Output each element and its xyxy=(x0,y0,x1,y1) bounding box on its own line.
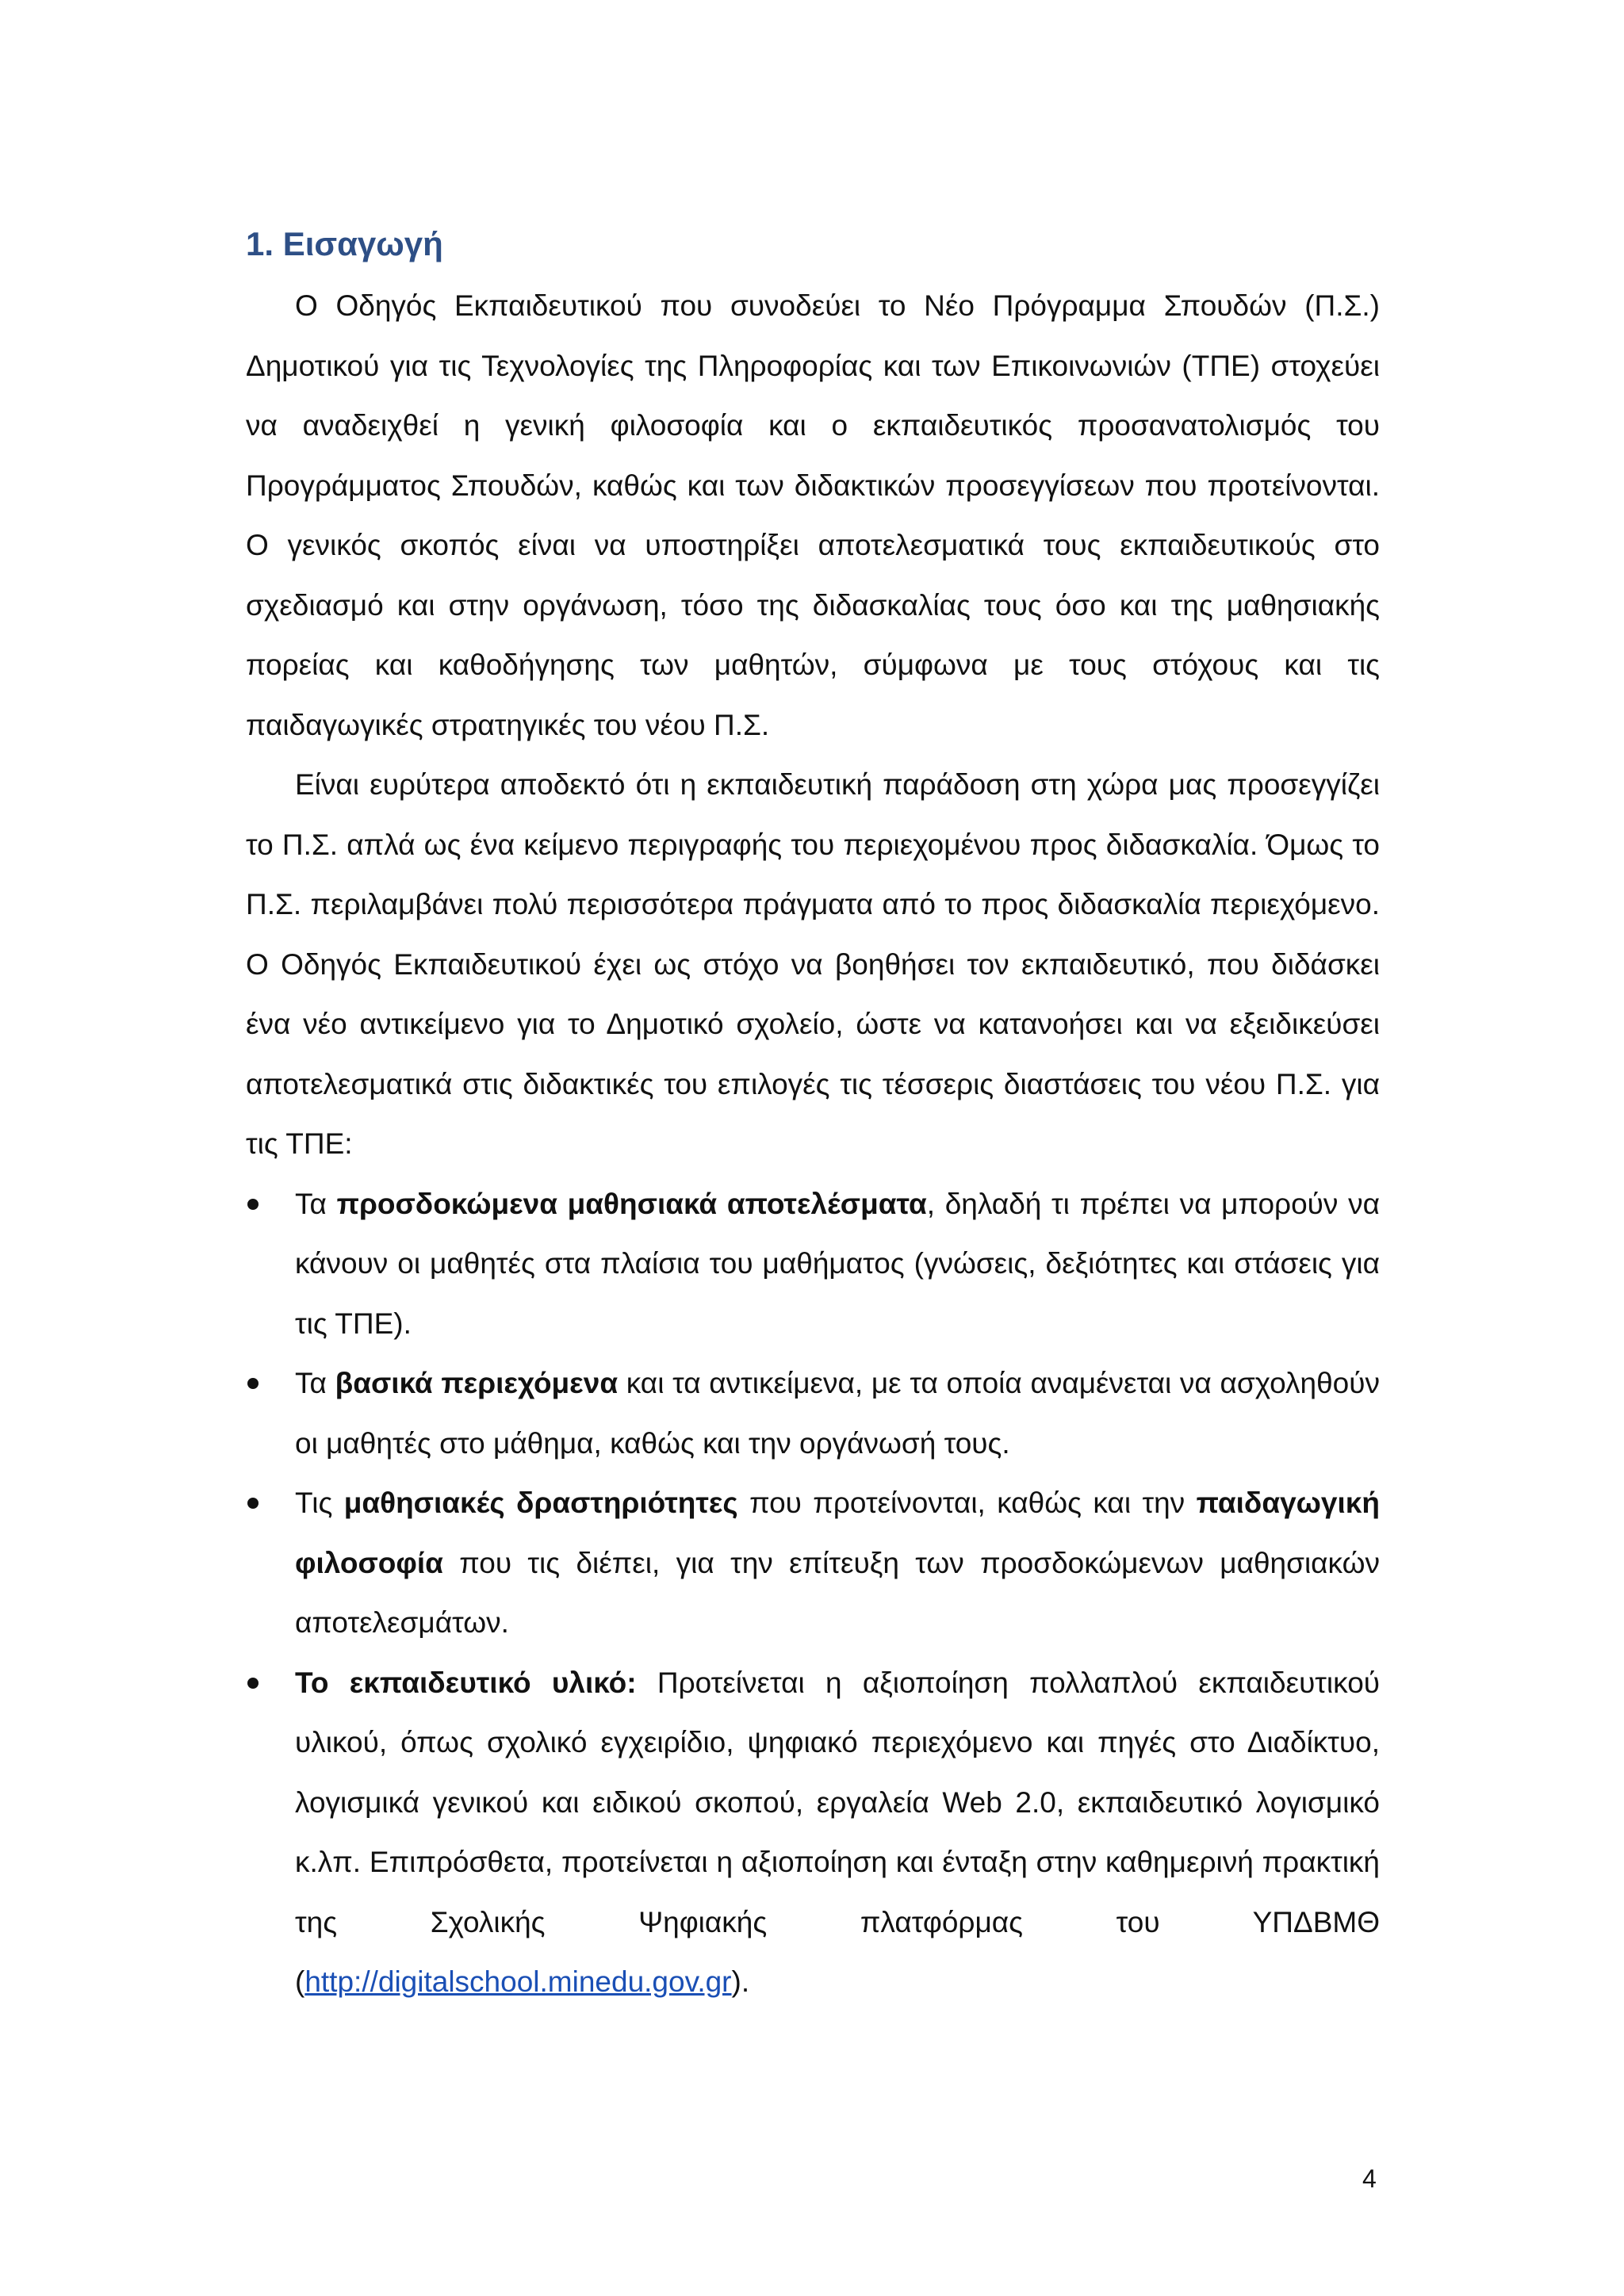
bullet-icon xyxy=(247,1498,259,1509)
bullet-text: Τα βασικά περιεχόμενα και τα αντικείμενα, με τα οποία αναμένεται να ασχοληθούν οι μαθητές στο μάθημα, καθώς και την οργάνωσή τους. xyxy=(295,1367,1380,1460)
paragraph-context: Είναι ευρύτερα αποδεκτό ότι η εκπαιδευτική παράδοση στη χώρα μας προσεγγίζει το Π.Σ. απλά ως ένα κείμενο περιγραφής του περιεχομένου προς διδασκαλία. Όμως το Π.Σ. περιλαμβάνει πολύ περισσότερα πράγματα από το προς διδασκαλία περιεχόμενο. Ο Οδηγός Εκπαιδευτικού έχει ως στόχο να βοηθήσει τον εκπαιδευτικό, που διδάσκει ένα νέο αντικείμενο για το Δημοτικό σχολείο, ώστε να κατανοήσει και να εξειδικεύσει αποτελεσματικά στις διδακτικές του επιλογές τις τέσσερις διαστάσεις του νέου Π.Σ. για τις ΤΠΕ: xyxy=(246,768,1380,1160)
bullet-text: Τα προσδοκώμενα μαθησιακά αποτελέσματα, δηλαδή τι πρέπει να μπορούν να κάνουν οι μαθητές στα πλαίσια του μαθήματος (γνώσεις, δεξιότητες και στάσεις για τις ΤΠΕ). xyxy=(295,1187,1381,1340)
paragraph-intro: Ο Οδηγός Εκπαιδευτικού που συνοδεύει το Νέο Πρόγραμμα Σπουδών (Π.Σ.) Δημοτικού για τις Τεχνολογίες της Πληροφορίας και των Επικοινωνιών (ΤΠΕ) στοχεύει να αναδειχθεί η γενική φιλοσοφία και ο εκπαιδευτικός προσανατολισμός του Προγράμματος Σπουδών, καθώς και των διδακτικών προσεγγίσεων που προτείνονται. Ο γενικός σκοπός είναι να υποστηρίξει αποτελεσματικά τους εκπαιδευτικούς στο σχεδιασμό και στην οργάνωση, τόσο της διδασκαλίας τους όσο και της μαθησιακής πορείας και καθοδήγησης των μαθητών, σύμφωνα με τους στόχους και τις παιδαγωγικές στρατηγικές του νέου Π.Σ. xyxy=(246,289,1380,741)
bullet-icon xyxy=(247,1678,259,1689)
page-number: 4 xyxy=(1362,2164,1377,2193)
digitalschool-link[interactable]: http://digitalschool.minedu.gov.gr xyxy=(304,1965,732,1998)
bullet-text: Το εκπαιδευτικό υλικό: Προτείνεται η αξιοποίηση πολλαπλού εκπαιδευτικού υλικού, όπως σχολικό εγχειρίδιο, ψηφιακό περιεχόμενο και πηγές στο Διαδίκτυο, λογισμικά γενικού και ειδικού σκοπού, εργαλεία Web 2.0, εκπαιδευτικό λογισμικό κ.λπ. Επιπρόσθετα, προτείνεται η αξιοποίηση και ένταξη στην καθημερινή πρακτική της Σχολικής Ψηφιακής πλατφόρμας του ΥΠΔΒΜΘ (http://digitalschool.minedu.gov.gr). xyxy=(295,1666,1381,1998)
list-item xyxy=(246,1174,1380,1354)
bullet-icon xyxy=(247,1378,259,1389)
dimensions-list xyxy=(246,1174,1380,2012)
list-item xyxy=(246,1473,1380,1653)
bullet-icon xyxy=(247,1199,259,1210)
bullet-text: Τις μαθησιακές δραστηριότητες που προτείνονται, καθώς και την παιδαγωγική φιλοσοφία που τις διέπει, για την επίτευξη των προσδοκώμενων μαθησιακών αποτελεσμάτων. xyxy=(295,1487,1380,1639)
list-item xyxy=(246,1353,1380,1473)
page-content xyxy=(246,212,1380,2012)
list-item xyxy=(246,1653,1380,2012)
section-heading: 1. Εισαγωγή xyxy=(246,225,443,262)
